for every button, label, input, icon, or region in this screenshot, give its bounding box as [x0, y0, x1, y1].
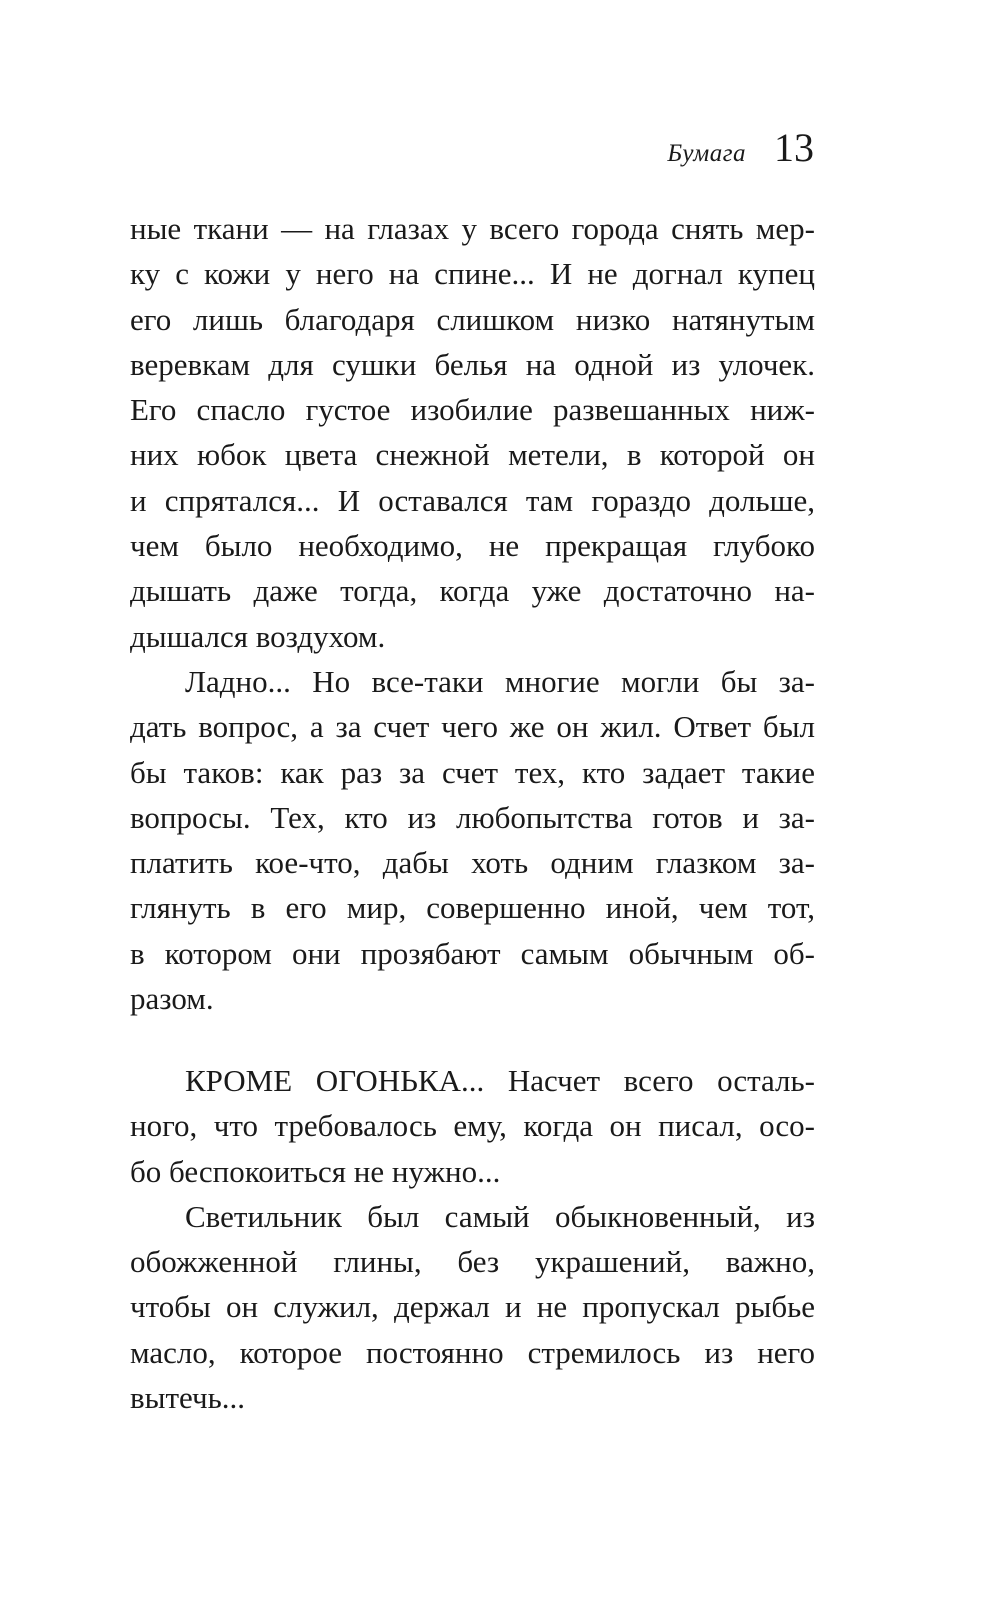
- text-line: дать вопрос, а за счет чего же он жил. Ответ был: [130, 709, 815, 745]
- text-line: глянуть в его мир, совершенно иной, чем тот,: [130, 890, 815, 926]
- text-line: платить кое-что, дабы хоть одним глазком за-: [130, 845, 815, 881]
- text-line: бы таков: как раз за счет тех, кто задает такие: [130, 754, 815, 790]
- text-line: его лишь благодаря слишком низко натянутым: [130, 301, 815, 337]
- text-line: дышался воздухом.: [130, 618, 386, 654]
- text-line: них юбок цвета снежной метели, в которой он: [130, 437, 815, 473]
- text-block-lower: [130, 1058, 815, 1420]
- text-line: дышать даже тогда, когда уже достаточно на-: [130, 573, 815, 609]
- paragraph-1: [130, 206, 815, 659]
- text-line: Его спасло густое изобилие развешанных ниж-: [130, 392, 815, 428]
- text-line: обожженной глины, без украшений, важно,: [130, 1244, 815, 1280]
- text-line: и спрятался... И оставался там гораздо дольше,: [130, 482, 815, 518]
- text-line: разом.: [130, 981, 214, 1017]
- text-line: бо беспокоиться не нужно...: [130, 1153, 501, 1189]
- text-line: ку с кожи у него на спине... И не догнал купец: [130, 256, 815, 292]
- paragraph-3: [130, 1058, 815, 1194]
- text-line: КРОМЕ ОГОНЬКА... Насчет всего осталь-: [185, 1063, 815, 1098]
- text-block-upper: [130, 206, 815, 1021]
- text-line: ного, что требовалось ему, когда он писал, осо-: [130, 1108, 815, 1144]
- running-title: Бумага: [667, 140, 746, 167]
- text-line: чем было необходимо, не прекращая глубоко: [130, 528, 815, 564]
- text-line: вопросы. Тех, кто из любопытства готов и за-: [130, 799, 815, 835]
- text-line: Светильник был самый обыкновенный, из: [185, 1198, 815, 1234]
- text-line: веревкам для сушки белья на одной из улочек.: [130, 346, 815, 382]
- text-line: вытечь...: [130, 1380, 245, 1416]
- running-head: [667, 125, 814, 170]
- paragraph-2: [130, 659, 815, 1021]
- text-line: в котором они прозябают самым обычным об-: [130, 935, 815, 971]
- text-line: масло, которое постоянно стремилось из него: [130, 1334, 815, 1370]
- text-line: ные ткани — на глазах у всего города снять мер-: [130, 211, 815, 246]
- text-line: Ладно... Но все-таки многие могли бы за-: [185, 663, 815, 699]
- paragraph-4: [130, 1194, 815, 1420]
- text-line: чтобы он служил, держал и не пропускал рыбье: [130, 1289, 815, 1325]
- page-number: 13: [774, 125, 814, 170]
